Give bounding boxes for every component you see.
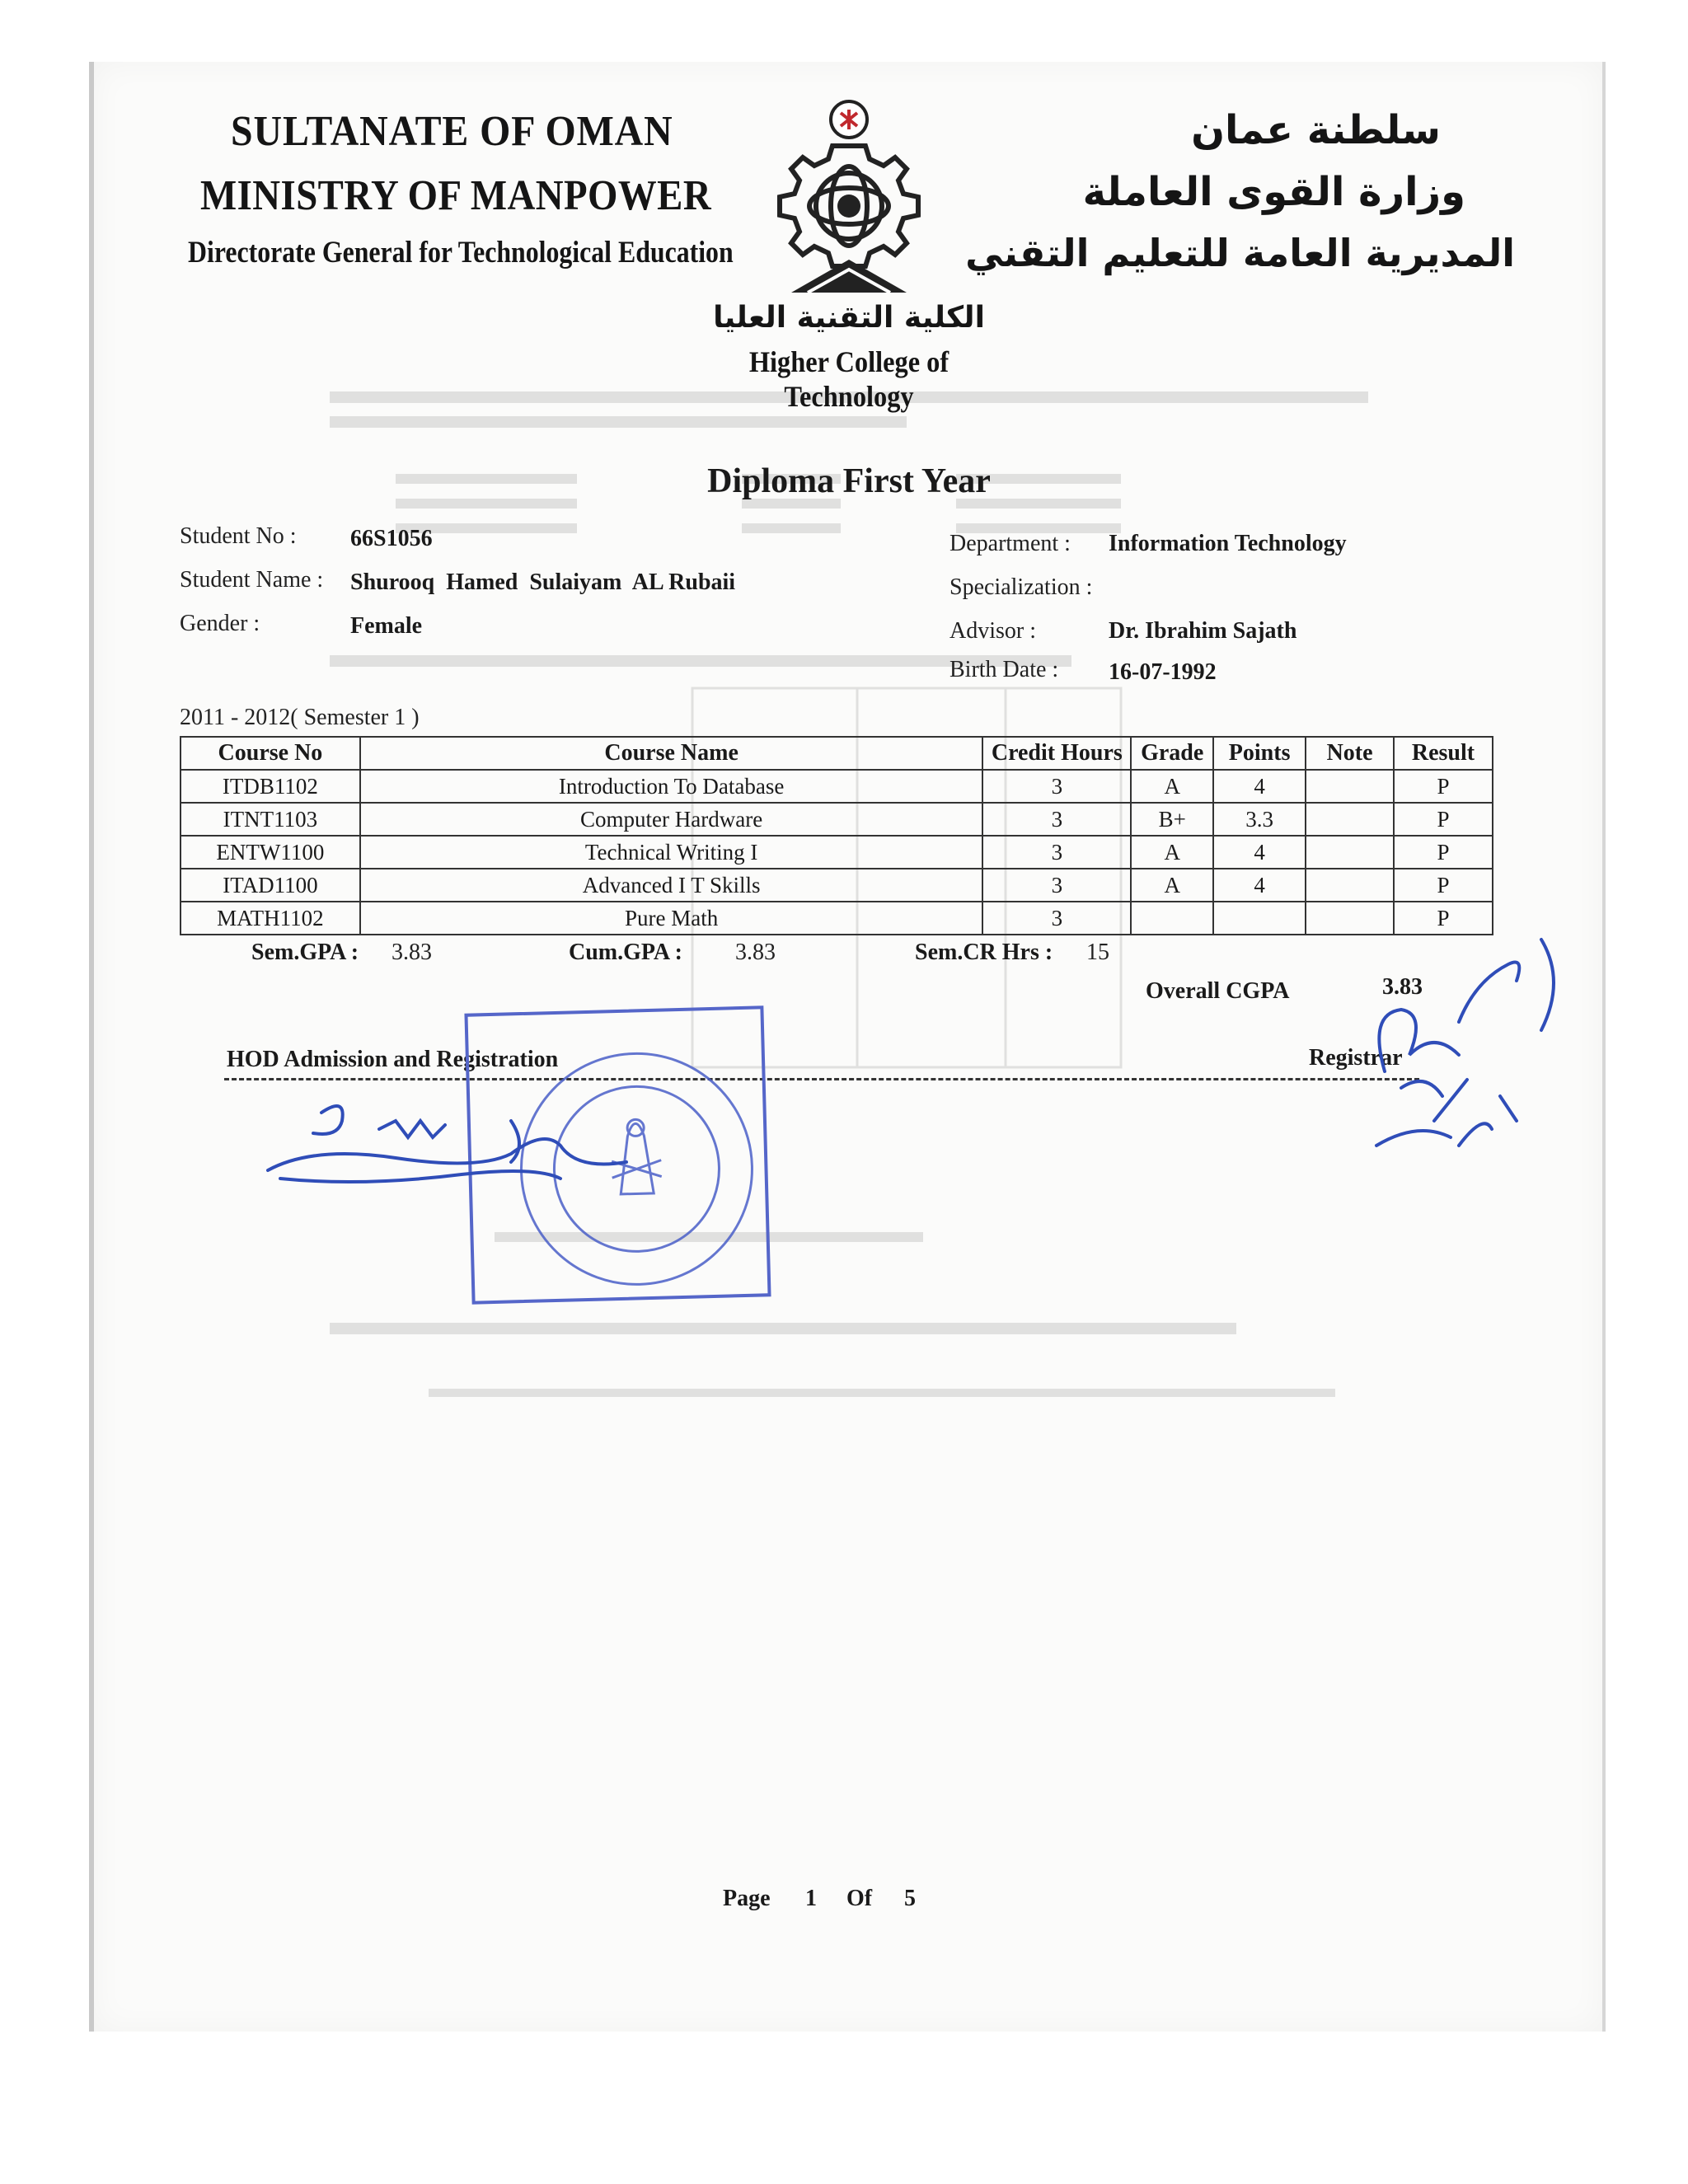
- overall-cgpa-label: Overall CGPA: [1146, 978, 1290, 1004]
- birth-date-value: 16-07-1992: [1109, 659, 1217, 685]
- credit-hours: 3: [982, 869, 1131, 902]
- sem-gpa-label: Sem.GPA :: [251, 940, 359, 965]
- course-no: ENTW1100: [181, 836, 360, 869]
- note: [1306, 902, 1394, 935]
- college-logo-icon: [758, 95, 940, 301]
- registrar-signature-label: Registrar: [1309, 1045, 1403, 1071]
- table-row: [181, 902, 1493, 935]
- header-arabic-ministry: وزارة القوى العاملة: [1082, 169, 1465, 215]
- course-no: ITNT1103: [181, 803, 360, 836]
- result: P: [1394, 902, 1493, 935]
- header-arabic-sultanate: سلطنة عمان: [1191, 107, 1441, 153]
- table-row: [181, 836, 1493, 869]
- col-course-no: Course No: [181, 737, 360, 770]
- student-name-value: Shurooq Hamed Sulaiyam AL Rubaii: [350, 569, 736, 595]
- table-row: [181, 770, 1493, 803]
- transcript-title: Diploma First Year: [707, 462, 991, 500]
- grade: A: [1131, 770, 1213, 803]
- sem-cr-hrs-label: Sem.CR Hrs :: [915, 940, 1053, 965]
- department-value: Information Technology: [1109, 531, 1347, 556]
- student-no-label: Student No :: [180, 523, 297, 549]
- course-no: ITAD1100: [181, 869, 360, 902]
- student-name-label: Student Name :: [180, 567, 324, 593]
- points: 4: [1213, 836, 1306, 869]
- col-grade: Grade: [1131, 737, 1213, 770]
- table-header-row: [181, 737, 1493, 770]
- advisor-value: Dr. Ibrahim Sajath: [1109, 618, 1297, 644]
- note: [1306, 770, 1394, 803]
- course-no: ITDB1102: [181, 770, 360, 803]
- note: [1306, 836, 1394, 869]
- hod-signature-label: HOD Admission and Registration: [227, 1047, 559, 1072]
- col-course-name: Course Name: [360, 737, 983, 770]
- gender-value: Female: [350, 613, 423, 639]
- result: P: [1394, 869, 1493, 902]
- course-name: Computer Hardware: [360, 803, 983, 836]
- note: [1306, 803, 1394, 836]
- col-credit-hours: Credit Hours: [982, 737, 1131, 770]
- credit-hours: 3: [982, 803, 1131, 836]
- student-no-value: 66S1056: [350, 526, 433, 551]
- header-directorate: Directorate General for Technological Education: [188, 236, 734, 269]
- course-name: Advanced I T Skills: [360, 869, 983, 902]
- cum-gpa-value: 3.83: [735, 940, 776, 965]
- signature-divider: [224, 1078, 1419, 1080]
- gender-label: Gender :: [180, 611, 260, 636]
- specialization-label: Specialization :: [950, 574, 1093, 600]
- of-label: Of: [846, 1886, 873, 1911]
- result: P: [1394, 803, 1493, 836]
- header-ministry: MINISTRY OF MANPOWER: [200, 172, 712, 219]
- hod-signature-icon: [264, 1096, 651, 1203]
- header-sultanate: SULTANATE OF OMAN: [231, 108, 673, 155]
- table-row: [181, 803, 1493, 836]
- course-name: Pure Math: [360, 902, 983, 935]
- department-label: Department :: [950, 531, 1071, 556]
- registrar-signature-icon: [1352, 931, 1566, 1179]
- cum-gpa-label: Cum.GPA :: [569, 940, 682, 965]
- grade: B+: [1131, 803, 1213, 836]
- college-name: Higher College of Technology: [748, 345, 950, 413]
- grade: [1131, 902, 1213, 935]
- col-result: Result: [1394, 737, 1493, 770]
- college-name-arabic: الكلية التقنية العليا: [713, 301, 985, 335]
- sem-cr-hrs-value: 15: [1086, 940, 1109, 965]
- overall-cgpa-value: 3.83: [1382, 974, 1423, 1000]
- course-name: Technical Writing I: [360, 836, 983, 869]
- header-arabic-directorate: المديرية العامة للتعليم التقني: [965, 231, 1515, 275]
- col-points: Points: [1213, 737, 1306, 770]
- table-row: [181, 869, 1493, 902]
- credit-hours: 3: [982, 770, 1131, 803]
- result: P: [1394, 836, 1493, 869]
- result: P: [1394, 770, 1493, 803]
- page-total: 5: [904, 1886, 916, 1911]
- grade: A: [1131, 836, 1213, 869]
- semester-label: 2011 - 2012( Semester 1 ): [180, 705, 420, 730]
- credit-hours: 3: [982, 836, 1131, 869]
- points: [1213, 902, 1306, 935]
- course-name: Introduction To Database: [360, 770, 983, 803]
- grade: A: [1131, 869, 1213, 902]
- page-current: 1: [805, 1886, 817, 1911]
- course-no: MATH1102: [181, 902, 360, 935]
- courses-table: [180, 736, 1493, 935]
- credit-hours: 3: [982, 902, 1131, 935]
- page-label: Page: [723, 1886, 771, 1911]
- points: 4: [1213, 869, 1306, 902]
- sem-gpa-value: 3.83: [392, 940, 432, 965]
- advisor-label: Advisor :: [950, 618, 1036, 644]
- col-note: Note: [1306, 737, 1394, 770]
- points: 4: [1213, 770, 1306, 803]
- points: 3.3: [1213, 803, 1306, 836]
- note: [1306, 869, 1394, 902]
- birth-date-label: Birth Date :: [950, 657, 1059, 682]
